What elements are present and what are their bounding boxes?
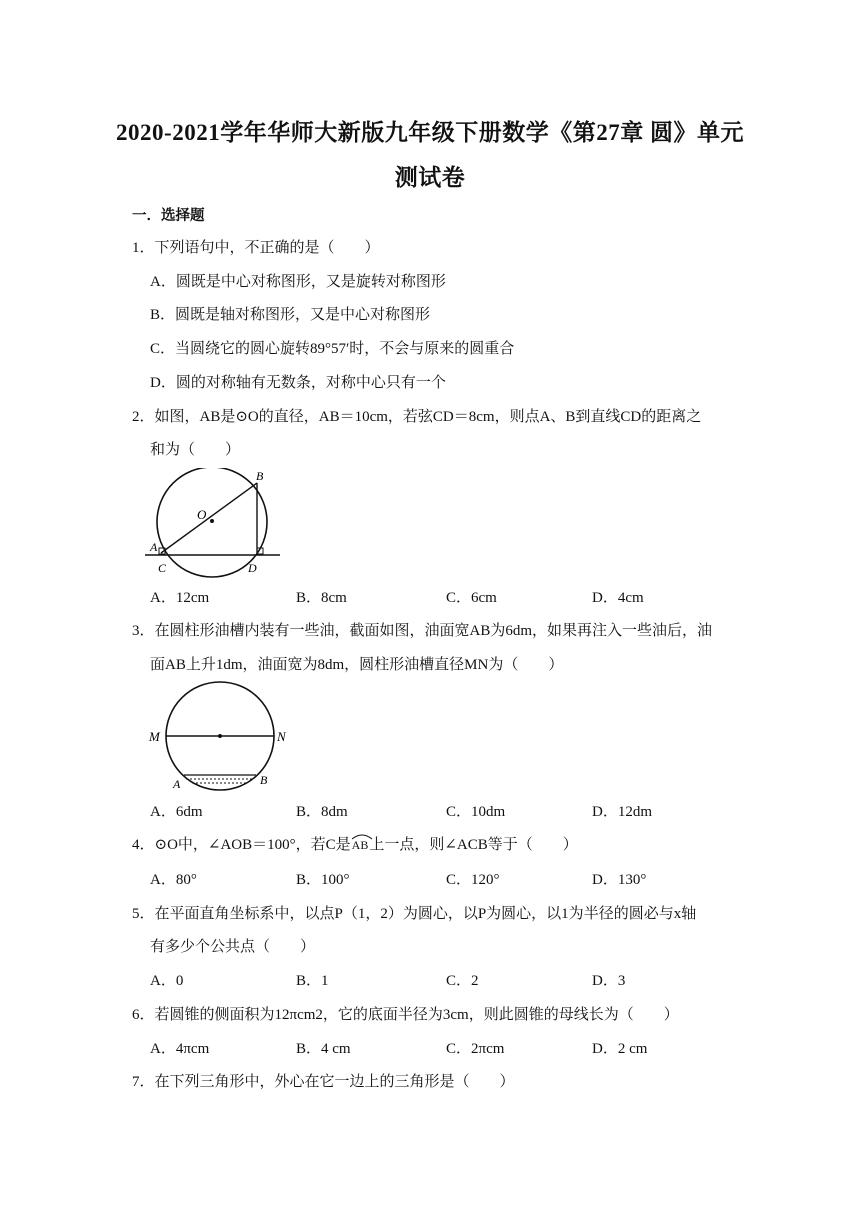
q2-label-o: O bbox=[197, 507, 207, 522]
q7-stem: 7．在下列三角形中，外心在它一边上的三角形是（ ） bbox=[132, 1074, 515, 1090]
q6-stem: 6．若圆锥的侧面积为12πcm2，它的底面半径为3cm，则此圆锥的母线长为（ ） bbox=[132, 1007, 679, 1023]
q2-label-b: B bbox=[256, 469, 264, 483]
q2-label-d: D bbox=[248, 561, 257, 575]
q2-option-a: A．12cm bbox=[150, 590, 210, 606]
q1-option-b: B．圆既是轴对称图形，又是中心对称图形 bbox=[150, 307, 431, 323]
q3-stem-line1: 3．在圆柱形油槽内装有一些油，截面如图，油面宽AB为6dm，如果再注入一些油后，油 bbox=[132, 623, 713, 639]
q3-stem-line2: 面AB上升1dm，油面宽为8dm，圆柱形油槽直径MN为（ ） bbox=[150, 657, 564, 673]
q5-option-b: B．1 bbox=[296, 973, 329, 989]
q5-option-c: C．2 bbox=[446, 973, 479, 989]
document-title-line2: 测试卷 bbox=[394, 165, 466, 190]
q4-option-d: D．130° bbox=[592, 872, 647, 888]
q4-arc-ab bbox=[351, 838, 370, 853]
q4-stem bbox=[132, 833, 578, 854]
q1-option-d: D．圆的对称轴有无数条，对称中心只有一个 bbox=[150, 375, 446, 391]
q3-label-a: A bbox=[173, 777, 181, 791]
q1-option-a: A．圆既是中心对称图形，又是旋转对称图形 bbox=[150, 274, 446, 290]
q3-option-d: D．12dm bbox=[592, 804, 653, 820]
q4-option-a: A．80° bbox=[150, 872, 197, 888]
q3-option-a: A．6dm bbox=[150, 804, 203, 820]
q5-stem-line2: 有多少个公共点（ ） bbox=[150, 939, 316, 955]
document-title-line1: 2020-2021学年华师大新版九年级下册数学《第27章 圆》单元 bbox=[116, 120, 744, 145]
q2-stem-line2: 和为（ ） bbox=[150, 442, 241, 458]
q4-stem-pre: 4．⊙O中，∠AOB＝100°，若C是 bbox=[132, 837, 351, 853]
q3-label-b: B bbox=[260, 773, 268, 787]
q5-stem-line1: 5．在平面直角坐标系中，以点P（1，2）为圆心，以P为圆心，以1为半径的圆必与x轴 bbox=[132, 906, 697, 922]
q6-option-d: D．2 cm bbox=[592, 1041, 648, 1057]
q1-option-c: C．当圆绕它的圆心旋转89°57′时，不会与原来的圆重合 bbox=[150, 341, 515, 357]
q2-option-d: D．4cm bbox=[592, 590, 644, 606]
q2-option-b: B．8cm bbox=[296, 590, 347, 606]
q3-label-m: M bbox=[149, 729, 160, 744]
q3-oil-tank-figure bbox=[146, 680, 291, 792]
q6-option-c: C．2πcm bbox=[446, 1041, 505, 1057]
q6-option-b: B．4 cm bbox=[296, 1041, 351, 1057]
arc-symbol-icon bbox=[351, 832, 373, 840]
q3-label-n: N bbox=[277, 729, 286, 744]
q3-option-c: C．10dm bbox=[446, 804, 506, 820]
q2-label-a: A bbox=[150, 540, 158, 554]
q5-option-a: A．0 bbox=[150, 973, 184, 989]
q4-option-c: C．120° bbox=[446, 872, 500, 888]
q3-option-b: B．8dm bbox=[296, 804, 348, 820]
section-heading: 一．选择题 bbox=[132, 208, 205, 224]
q4-arc-label: AB bbox=[351, 838, 369, 852]
q5-option-d: D．3 bbox=[592, 973, 626, 989]
q4-stem-post: 上一点，则∠ACB等于（ ） bbox=[369, 837, 578, 853]
q6-option-a: A．4πcm bbox=[150, 1041, 210, 1057]
q2-label-c: C bbox=[158, 561, 167, 575]
q4-option-b: B．100° bbox=[296, 872, 350, 888]
q2-stem-line1: 2．如图，AB是⊙O的直径，AB＝10cm，若弦CD＝8cm，则点A、B到直线CD的距离之 bbox=[132, 409, 702, 425]
q2-circle-figure bbox=[140, 468, 290, 580]
q2-option-c: C．6cm bbox=[446, 590, 497, 606]
q1-stem: 1．下列语句中，不正确的是（ ） bbox=[132, 240, 380, 256]
